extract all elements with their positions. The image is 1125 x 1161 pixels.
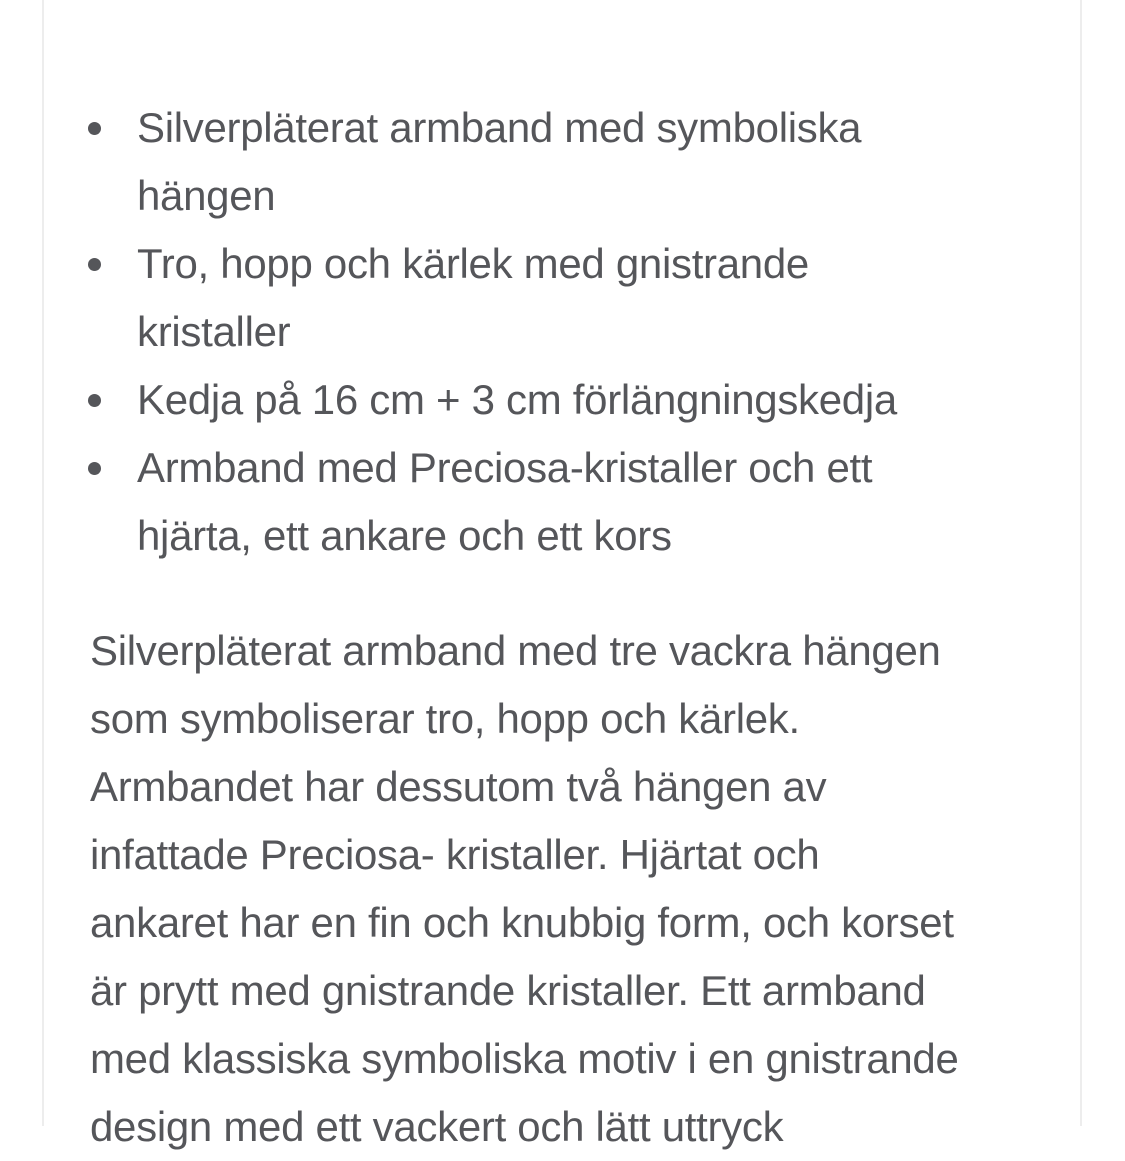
bullet-dot-icon <box>88 258 101 271</box>
description-line: med klassiska symboliska motiv i en gnistrande <box>90 1035 959 1082</box>
feature-line: kristaller <box>137 308 291 355</box>
description-line: som symboliserar tro, hopp och kärlek. <box>90 695 800 742</box>
bullet-dot-icon <box>88 122 101 135</box>
feature-line: Armband med Preciosa-kristaller och ett <box>137 444 873 491</box>
description-line: är prytt med gnistrande kristaller. Ett armband <box>90 967 926 1014</box>
description-paragraph <box>44 617 1080 1161</box>
feature-list-item <box>44 366 1080 434</box>
bullet-dot-icon <box>88 462 101 475</box>
description-line: ankaret har en fin och knubbig form, och korset <box>90 899 954 946</box>
description-line: design med ett vackert och lätt uttryck <box>90 1103 784 1150</box>
feature-line: Tro, hopp och kärlek med gnistrande <box>137 240 809 287</box>
feature-line: hängen <box>137 172 276 219</box>
feature-line: Silverpläterat armband med symboliska <box>137 104 862 151</box>
description-line: infattade Preciosa- kristaller. Hjärtat och <box>90 831 820 878</box>
feature-list-item <box>44 94 1080 230</box>
feature-line: Kedja på 16 cm + 3 cm förlängningskedja <box>137 376 897 423</box>
bullet-dot-icon <box>88 394 101 407</box>
feature-list <box>44 94 1080 570</box>
product-description-card <box>42 0 1082 1150</box>
description-line: Silverpläterat armband med tre vackra hängen <box>90 627 941 674</box>
description-line: Armbandet har dessutom två hängen av <box>90 763 827 810</box>
feature-list-item <box>44 434 1080 570</box>
feature-list-item <box>44 230 1080 366</box>
feature-line: hjärta, ett ankare och ett kors <box>137 512 672 559</box>
